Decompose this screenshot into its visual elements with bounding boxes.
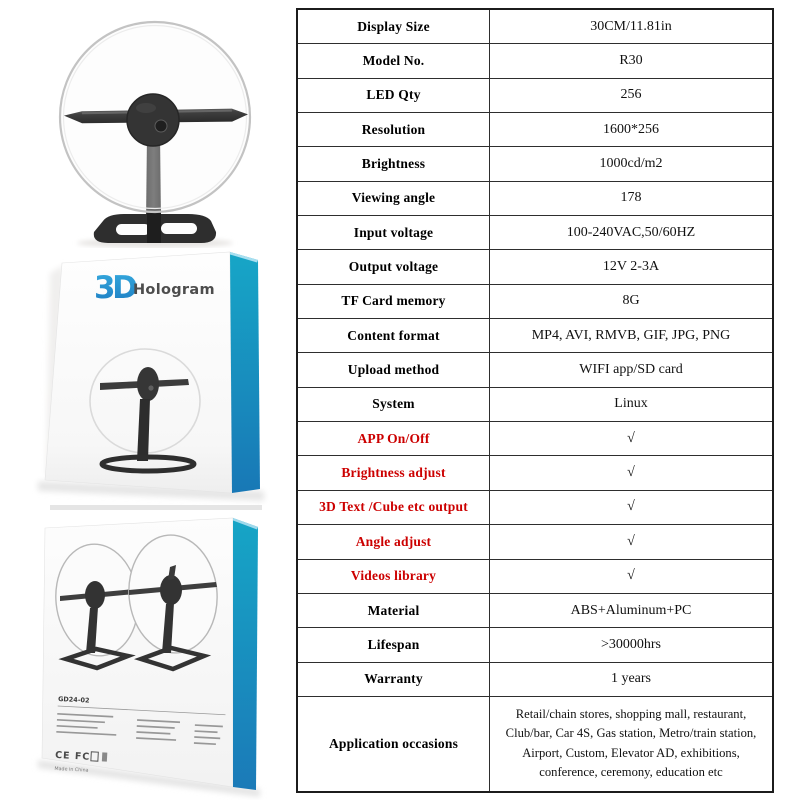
spec-value: 30CM/11.81in xyxy=(590,18,672,34)
spec-label: Brightness adjust xyxy=(298,456,490,489)
base-column-joint xyxy=(147,208,161,243)
spec-label: Content format xyxy=(298,319,490,352)
spec-value: 178 xyxy=(620,190,642,206)
box-model-code: GD24-02 xyxy=(57,695,90,705)
spec-label: LED Qty xyxy=(298,79,490,112)
spec-label: Output voltage xyxy=(298,250,490,283)
check-mark: √ xyxy=(627,568,635,584)
hologram-fan-photo xyxy=(20,4,292,248)
hub-highlight xyxy=(136,103,156,113)
check-mark: √ xyxy=(627,533,635,549)
check-mark: √ xyxy=(627,465,635,481)
trashbin-icon xyxy=(102,752,107,761)
spec-label: Warranty xyxy=(298,663,490,696)
table-row xyxy=(298,44,772,78)
box-back-blue-side xyxy=(233,518,258,790)
table-row xyxy=(298,628,772,662)
table-row-highlighted xyxy=(298,491,772,525)
spec-value: MP4, AVI, RMVB, GIF, JPG, PNG xyxy=(531,327,731,343)
table-row xyxy=(298,285,772,319)
spec-value: 8G xyxy=(622,293,640,309)
box-front-blue-side xyxy=(230,252,260,493)
table-row xyxy=(298,663,772,697)
box-back-illustration xyxy=(20,505,292,800)
spec-label: Model No. xyxy=(298,44,490,77)
spec-value: 12V 2-3A xyxy=(602,259,660,275)
table-row xyxy=(298,113,772,147)
logo-hologram: Hologram xyxy=(133,282,215,298)
spec-table xyxy=(296,8,774,793)
sketch-hub-dot xyxy=(148,385,153,390)
spec-label: Input voltage xyxy=(298,216,490,249)
spec-value: 1 years xyxy=(610,671,652,687)
spec-value: >30000hrs xyxy=(600,636,661,652)
spec-label: Lifespan xyxy=(298,628,490,661)
spec-value: Linux xyxy=(614,396,648,412)
table-row xyxy=(298,79,772,113)
table-row-highlighted xyxy=(298,422,772,456)
spec-value: 256 xyxy=(620,87,642,103)
spec-value: 1600*256 xyxy=(603,121,659,137)
spec-value: ABS+Aluminum+PC xyxy=(570,602,692,618)
spec-label: Upload method xyxy=(298,353,490,386)
hologram-fan-illustration xyxy=(20,4,292,248)
spec-label: Display Size xyxy=(298,10,490,43)
table-row xyxy=(298,10,772,44)
spec-label: Angle adjust xyxy=(298,525,490,558)
base-cutout-right xyxy=(161,223,197,234)
base-cutout-left xyxy=(116,224,150,235)
spec-value: 1000cd/m2 xyxy=(599,156,663,172)
check-mark: √ xyxy=(627,499,635,515)
table-row xyxy=(298,353,772,387)
certification-marks: CE FC xyxy=(54,749,91,763)
spec-label: Viewing angle xyxy=(298,182,490,215)
spec-value: Retail/chain stores, shopping mall, restaurant, Club/bar, Car 4S, Gas station, Metro/train station, Airport, Custom, Elevator AD, exhibitions, conference, ceremony, education etc xyxy=(505,706,757,780)
spec-label: Material xyxy=(298,594,490,627)
upper-box-edge xyxy=(50,505,262,510)
spec-label: 3D Text /Cube etc output xyxy=(298,491,490,524)
logo-3d: 3D xyxy=(94,270,135,306)
table-row xyxy=(298,182,772,216)
spec-label: Application occasions xyxy=(298,697,490,791)
table-row-highlighted xyxy=(298,525,772,559)
table-row xyxy=(298,388,772,422)
spec-label: TF Card memory xyxy=(298,285,490,318)
spec-label: Brightness xyxy=(298,147,490,180)
spec-value: R30 xyxy=(619,53,643,69)
fan-hub xyxy=(127,94,179,146)
package-box-front-photo xyxy=(20,243,292,509)
package-box-back-photo xyxy=(20,505,292,800)
table-row-highlighted xyxy=(298,456,772,490)
spec-value: WIFI app/SD card xyxy=(579,362,683,378)
spec-label: APP On/Off xyxy=(298,422,490,455)
spec-value: 100-240VAC,50/60HZ xyxy=(566,224,696,240)
hub-button xyxy=(155,120,167,132)
origin-text: Made in China xyxy=(54,766,89,774)
table-row xyxy=(298,697,772,791)
spec-label: System xyxy=(298,388,490,421)
sketch-hub xyxy=(137,367,159,401)
table-row xyxy=(298,250,772,284)
check-mark: √ xyxy=(627,430,635,446)
spec-label: Resolution xyxy=(298,113,490,146)
table-row xyxy=(298,319,772,353)
table-row xyxy=(298,147,772,181)
table-row xyxy=(298,216,772,250)
table-row xyxy=(298,594,772,628)
spec-label: Videos library xyxy=(298,560,490,593)
table-row-highlighted xyxy=(298,560,772,594)
box-front-illustration xyxy=(20,243,292,509)
